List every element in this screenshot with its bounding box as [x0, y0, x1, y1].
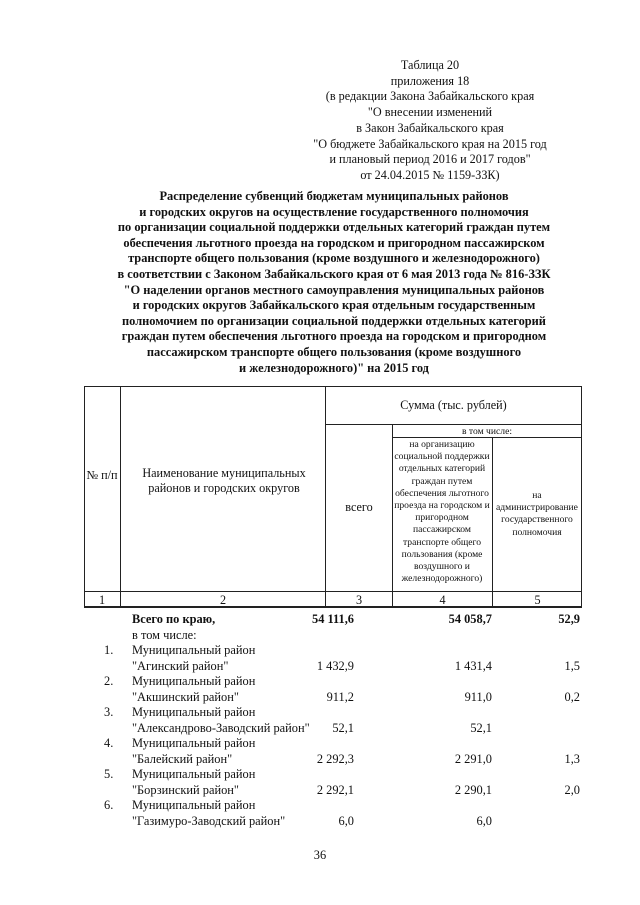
header-line: в Закон Забайкальского края: [356, 120, 504, 135]
table-border: [84, 386, 85, 608]
row-name-line1: Муниципальный район: [132, 798, 256, 812]
row-name-line2: "Балейский район": [132, 752, 233, 766]
row-value-social: 2 290,1: [454, 783, 492, 797]
row-value-admin: 2,0: [564, 783, 580, 797]
row-name-line1: Муниципальный район: [132, 767, 256, 781]
row-number: 2.: [104, 674, 114, 688]
row-value-all: 2 292,1: [316, 783, 354, 797]
row-value-admin: 1,3: [564, 752, 580, 766]
table-border: [84, 591, 582, 592]
row-number: 6.: [104, 798, 114, 812]
appendix-header: [300, 58, 560, 184]
title-line: обеспечения льготного проезда на городском и пригородном пассажирском: [123, 235, 545, 250]
row-number: 3.: [104, 705, 114, 719]
title-line: и городских округов на осуществление государственного полномочия: [139, 204, 529, 219]
row-name-line1: Муниципальный район: [132, 705, 256, 719]
title-line: граждан путем обеспечения льготного проезда на городском и пригородном: [121, 329, 547, 344]
total-value-all: 54 111,6: [312, 612, 354, 626]
row-number: 4.: [104, 736, 114, 750]
row-value-social: 52,1: [470, 721, 492, 735]
row-number: 1.: [104, 643, 114, 657]
row-name-line1: Муниципальный район: [132, 674, 256, 688]
table-border: [325, 424, 582, 425]
page-number: 36: [313, 848, 327, 862]
title-line: пассажирском транспорте общего пользования (кроме воздушного: [146, 344, 522, 359]
total-value-admin: 52,9: [558, 612, 580, 626]
total-label: Всего по краю,: [132, 612, 216, 626]
row-name-line2: "Агинский район": [132, 659, 229, 673]
header-line: Таблица 20: [400, 58, 460, 72]
column-number: 3: [355, 593, 363, 607]
total-value-social: 54 058,7: [448, 612, 492, 626]
table-border: [392, 424, 393, 608]
column-number: 1: [98, 593, 106, 607]
row-number: 5.: [104, 767, 114, 781]
title-line: транспорте общего пользования (кроме воздушного и железнодорожного): [128, 251, 540, 266]
row-value-admin: 0,2: [564, 690, 580, 704]
title-line: Распределение субвенций бюджетам муниципальных районов: [159, 189, 509, 203]
row-value-social: 6,0: [476, 814, 492, 828]
header-number: № п/п: [86, 468, 118, 482]
row-value-all: 911,2: [326, 690, 354, 704]
table-border: [581, 386, 582, 608]
row-value-all: 52,1: [332, 721, 354, 735]
table-border: [325, 386, 326, 608]
header-social: на организацию социальной поддержки отдельных категорий граждан путем обеспечения льготного проезда на городском и пригородном пассажирском транспорте общего пользования (кроме воздушного и железнодорожного): [394, 439, 490, 585]
header-including: в том числе:: [461, 426, 512, 437]
header-admin: на администрирование государственного полномочия: [496, 490, 578, 538]
row-value-all: 1 432,9: [316, 659, 354, 673]
title-line: и городских округов Забайкальского края отдельным государственным: [132, 298, 536, 313]
column-number: 5: [534, 593, 541, 607]
title-line: по организации социальной поддержки отдельных категорий граждан путем: [117, 220, 551, 235]
row-value-all: 6,0: [338, 814, 354, 828]
header-line: приложения 18: [390, 73, 470, 88]
header-line: от 24.04.2015 № 1159-ЗЗК): [360, 167, 500, 182]
header-name: Наименование муниципальных районов и городских округов: [142, 466, 306, 495]
table-border: [120, 386, 121, 608]
row-name-line1: Муниципальный район: [132, 736, 256, 750]
row-value-admin: 1,5: [564, 659, 580, 673]
row-name-line1: Муниципальный район: [132, 643, 256, 657]
document-title: [84, 189, 584, 376]
column-number: 4: [439, 593, 446, 607]
header-total: всего: [345, 500, 373, 514]
row-value-social: 2 291,0: [454, 752, 492, 766]
header-line: "О бюджете Забайкальского края на 2015 год: [313, 136, 547, 151]
row-value-social: 1 431,4: [454, 659, 492, 673]
header-line: "О внесении изменений: [367, 105, 493, 120]
title-line: полномочием по организации социальной поддержки отдельных категорий: [122, 313, 546, 328]
row-name-line2: "Акшинский район": [132, 690, 239, 704]
table-header: [84, 386, 582, 608]
total-sublabel: в том числе:: [132, 628, 197, 642]
table-border: [84, 386, 582, 387]
row-name-line2: "Газимуро-Заводский район": [132, 814, 286, 828]
title-line: и железнодорожного)" на 2015 год: [239, 360, 429, 375]
title-line: в соответствии с Законом Забайкальского края от 6 мая 2013 года № 816-ЗЗК: [117, 266, 551, 281]
row-value-all: 2 292,3: [316, 752, 354, 766]
title-line: "О наделении органов местного самоуправления муниципальных районов: [123, 282, 545, 297]
table-border: [492, 437, 493, 608]
header-sum: Сумма (тыс. рублей): [400, 398, 507, 412]
header-line: и плановый период 2016 и 2017 годов": [329, 152, 531, 167]
row-value-social: 911,0: [464, 690, 492, 704]
row-name-line2: "Александрово-Заводский район": [132, 721, 310, 735]
header-line: (в редакции Закона Забайкальского края: [325, 89, 535, 104]
column-number: 2: [219, 593, 227, 607]
row-name-line2: "Борзинский район": [132, 783, 239, 797]
